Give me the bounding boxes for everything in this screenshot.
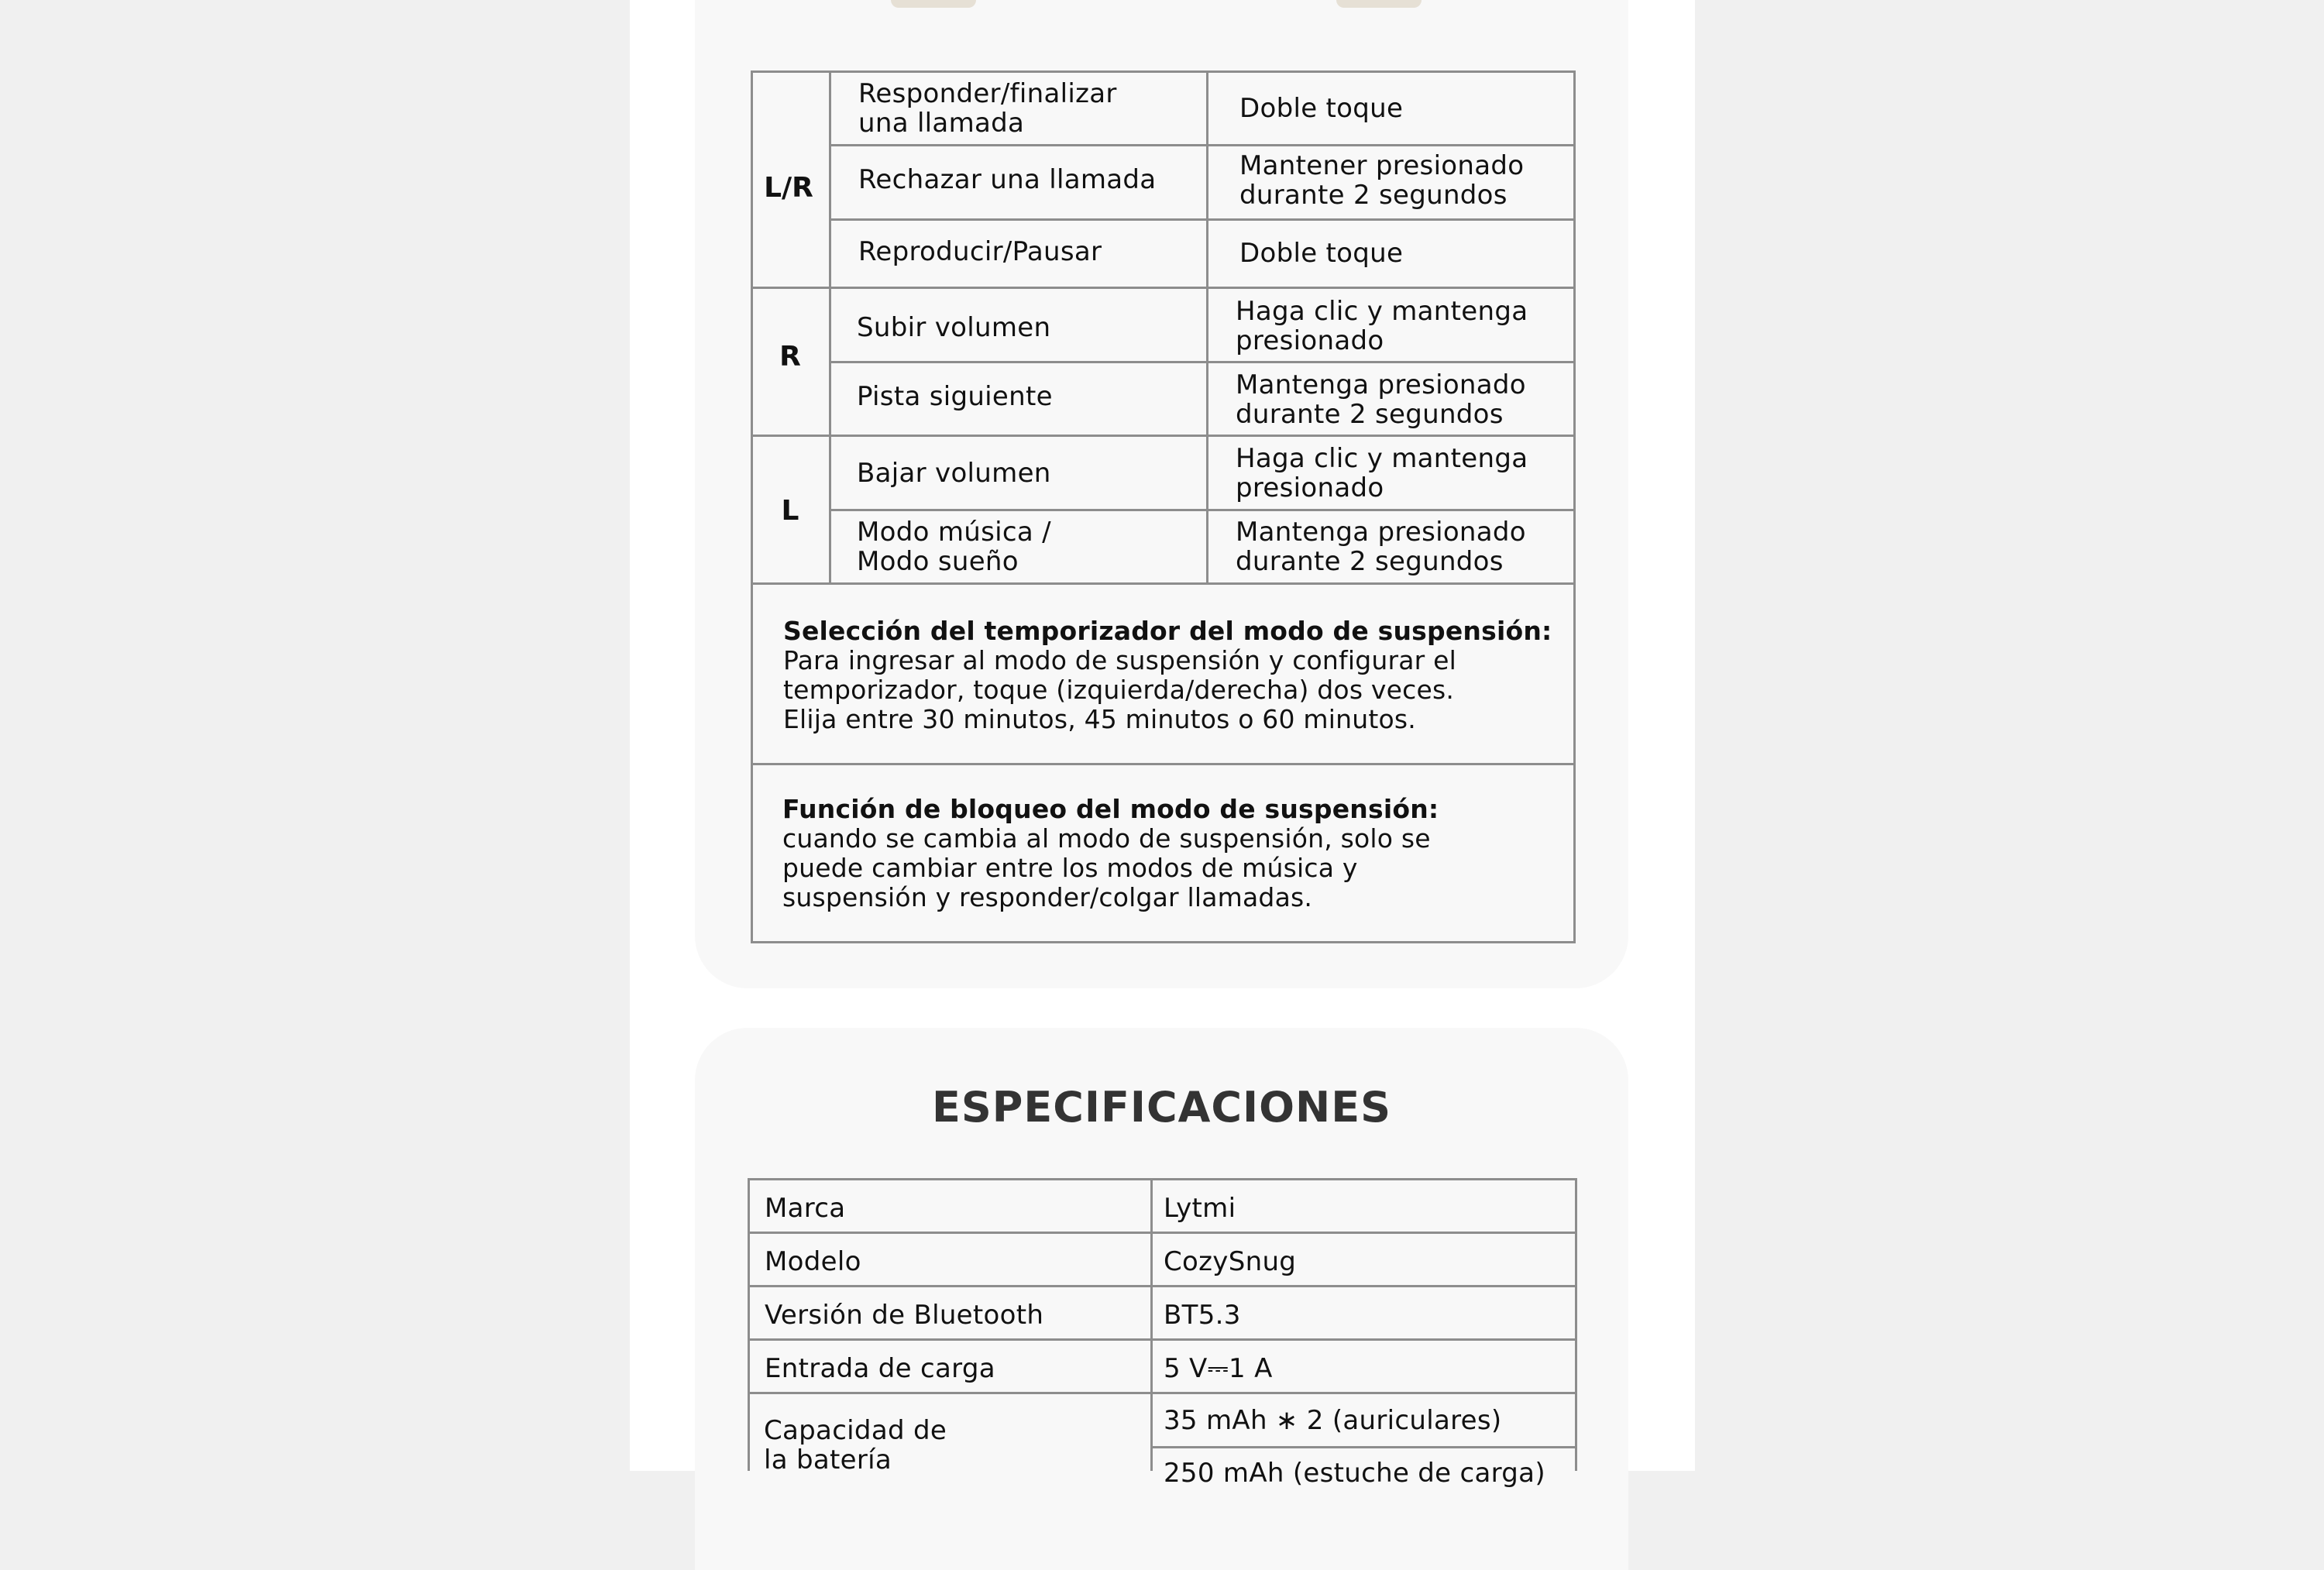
action-cell: Modo música / Modo sueño bbox=[857, 517, 1051, 577]
spec-label-model: Modelo bbox=[765, 1246, 861, 1277]
specs-title: ESPECIFICACIONES bbox=[932, 1083, 1391, 1132]
gesture-cell: Doble toque bbox=[1239, 238, 1404, 269]
action-cell: Bajar volumen bbox=[857, 458, 1051, 489]
spec-value-charging-input: 5 V⎓1 A bbox=[1164, 1353, 1273, 1384]
earbud-image-right bbox=[1336, 0, 1422, 8]
action-cell: Responder/finalizar una llamada bbox=[858, 78, 1117, 139]
gesture-cell: Haga clic y mantenga presionado bbox=[1236, 443, 1528, 503]
spec-label-battery: Capacidad de la batería bbox=[764, 1415, 947, 1476]
sleep-timer-title: Selección del temporizador del modo de suspensión: bbox=[783, 616, 1552, 646]
action-cell: Reproducir/Pausar bbox=[858, 236, 1102, 267]
sleep-timer-info: Selección del temporizador del modo de suspensión: Para ingresar al modo de suspensión y configurar el temporizador, toque (izquierda/derecha) dos veces. Elija entre 30 minutos, 45 minutos o 60 minutos. bbox=[783, 616, 1552, 734]
spec-value-battery-case: 250 mAh (estuche de carga) bbox=[1164, 1458, 1545, 1489]
spec-value-battery-earbuds: 35 mAh ∗ 2 (auriculares) bbox=[1164, 1405, 1502, 1436]
spec-label-charging-input: Entrada de carga bbox=[765, 1353, 995, 1384]
spec-label-bluetooth: Versión de Bluetooth bbox=[765, 1300, 1044, 1331]
group-label-r: R bbox=[779, 341, 801, 373]
group-label-l: L bbox=[781, 495, 799, 527]
action-cell: Subir volumen bbox=[857, 312, 1051, 343]
spec-value-model: CozySnug bbox=[1164, 1246, 1297, 1277]
gesture-cell: Doble toque bbox=[1239, 93, 1404, 124]
gesture-cell: Mantenga presionado durante 2 segundos bbox=[1236, 369, 1526, 430]
action-cell: Pista siguiente bbox=[857, 381, 1053, 412]
sleep-lock-title: Función de bloqueo del modo de suspensión: bbox=[782, 794, 1439, 824]
gesture-cell: Mantener presionado durante 2 segundos bbox=[1239, 150, 1525, 211]
gesture-cell: Mantenga presionado durante 2 segundos bbox=[1236, 517, 1526, 577]
earbud-image-left bbox=[891, 0, 976, 8]
spec-label-brand: Marca bbox=[765, 1193, 846, 1224]
action-cell: Rechazar una llamada bbox=[858, 164, 1157, 195]
sleep-lock-info: Función de bloqueo del modo de suspensión: cuando se cambia al modo de suspensión, solo se puede cambiar entre los modos de música y suspensión y responder/colgar llamadas. bbox=[782, 794, 1439, 912]
spec-value-bluetooth: BT5.3 bbox=[1164, 1300, 1241, 1331]
spec-value-brand: Lytmi bbox=[1164, 1193, 1236, 1224]
gesture-cell: Haga clic y mantenga presionado bbox=[1236, 296, 1528, 356]
group-label-lr: L/R bbox=[764, 172, 813, 204]
